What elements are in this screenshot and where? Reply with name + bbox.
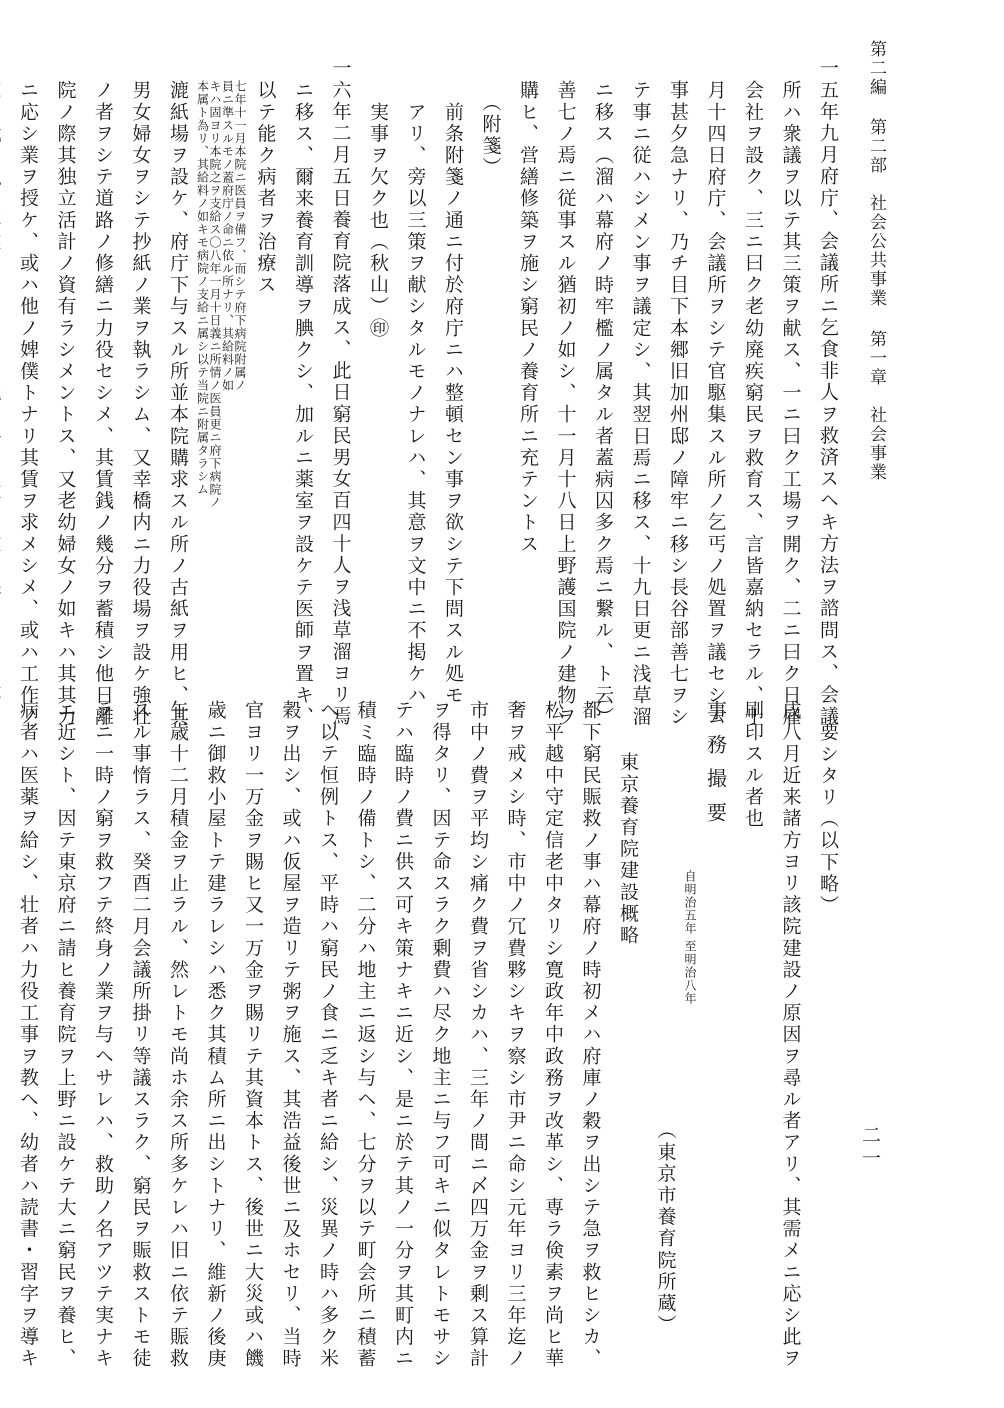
text-column: 市中ノ費ヲ平均シ痛ク費ヲ省シカハ、三年ノ間ニ〆四万金ヲ剰ス算計	[467, 700, 489, 1370]
text-column: ヲ得タリ、因テ命スラク剰費ハ尽ク地主ニ与フ可キニ似タレトモサシ	[429, 700, 452, 1370]
text-column	[0, 58, 9, 653]
annotation-column: 前条附箋ノ通ニ付於府庁ニハ整頓セン事ヲ欲シテ下問スル処モ	[442, 80, 464, 707]
note-line: 員ニ準スルモノ蓋府庁ノ命ニ依ル所ナリ、其給料ノ如	[220, 80, 235, 392]
date-range: 自明治五年 至明治八年	[683, 870, 697, 1005]
note-line: キハ固ヨリ本院之ヲ支給ス〇八年一月十日義ニ所情ノ医員更ニ府下病院ノ	[208, 80, 222, 509]
text-column: 奢ヲ戒メシ時、市中ノ冗費夥シキヲ察シ市尹ニ命シ元年ヨリ三年迄ノ	[504, 700, 527, 1370]
text-column: 月十四日府庁、会議所ヲシテ官駆集スル所ノ乞丐ノ処置ヲ議セシム	[704, 80, 727, 728]
text-column: 午歳十二月積金ヲ止ラル、然レトモ尚ホ余ス所多ケレハ旧ニ依テ賑救	[167, 700, 189, 1370]
text-column: ニ近シト、因テ東京府ニ請ヒ養育院ヲ上野ニ設ケテ大ニ窮民ヲ養ヒ、	[54, 700, 77, 1370]
text-column: テハ臨時ノ費ニ供ス可キ策ナキニ近シ、是ニ於テ其ノ一分ヲ其町内ニ	[392, 700, 414, 1370]
text-column: 都下窮民賑救ノ事ハ幕府ノ時初メハ府庫ノ穀ヲ出シテ急ヲ救ヒシカ、	[579, 700, 602, 1370]
note-line: 本属ト為リ、其給料ノ如キモ病院ノ支給ニ属シ以テ当院ニ附属タラシム	[195, 80, 210, 496]
text-column: 戌八月近来諸方ヨリ該院建設ノ原因ヲ尋ル者アリ、其需メニ応シ此ヲ	[779, 700, 802, 1370]
text-column: 事甚夕急ナリ、乃チ目下本郷旧加州邸ノ障牢ニ移シ長谷部善七ヲシ	[667, 80, 689, 728]
text-column: 刷印スル者也	[742, 700, 764, 830]
text-column: 歳ニ御救小屋トテ建ラレシハ悉ク其積ム所ニ出シトナリ、維新ノ後庚	[204, 700, 227, 1370]
text-column: 積ミ臨時ノ備トシ、二分ハ地主ニ返シ与ヘ、七分ヲ以テ町会所ニ積蓄	[354, 700, 377, 1370]
text-column: 一六年二月五日養育院落成ス、此日窮民男女百四十人ヲ浅草溜ヨリ焉	[329, 58, 352, 728]
text-column: 病者ハ医薬ヲ給シ、壮者ハ力役工事ヲ教ヘ、幼者ハ読書・習字ヲ導キ	[17, 700, 39, 1370]
text-column: 所ハ衆議ヲ以テ其三策ヲ献ス、一ニ曰ク工場ヲ開ク、二ニ曰ク日雇	[779, 80, 802, 728]
annotation-column: 実事ヲ欠ク也（秋山）㊞	[367, 80, 389, 340]
lower-text-block	[9, 700, 847, 1370]
text-column: ニ移ス、爾来養育訓導ヲ腆クシ、加ルニ薬室ヲ設ケテ医師ヲ置キ、	[292, 80, 314, 728]
header-section: 第二部 社会公共事業	[866, 118, 886, 309]
upper-text-block	[0, 58, 846, 728]
text-column: ラニ一時ノ窮ヲ救フテ終身ノ業ヲ与ヘサレハ、救助ノ名アツテ実ナキ	[92, 700, 114, 1370]
sub-heading: 東京養育院建設概略	[617, 752, 639, 947]
text-column: ニ移ス（溜ハ幕府ノ時牢檻ノ属タル者蓋病囚多ク焉ニ繋ル、ト云）	[592, 80, 614, 728]
text-column: 以テ能ク病者ヲ治療ス	[254, 80, 277, 296]
text-column: 官ヨリ一万金ヲ賜ヒ又一万金ヲ賜リテ其資本トス、後世ニ大災或ハ饑	[242, 700, 264, 1370]
text-column: テ事ニ従ハシメン事ヲ議定シ、其翌日焉ニ移ス、十九日更ニ浅草溜	[629, 80, 652, 728]
annotation-label: （附箋）	[479, 80, 502, 179]
text-column: 会社ヲ設ク、三ニ曰ク老幼廃疾窮民ヲ救育ス、言皆嘉納セラル、十	[742, 80, 764, 728]
text-column: 男女婦女ヲシテ抄紙ノ業ヲ執ラシム、又幸橋内ニ力役場ヲ設ケ強壮	[129, 80, 152, 728]
annotation-column: アリ、旁以三策ヲ献シタルモノナレハ、其意ヲ文中ニ不掲ケハ	[404, 80, 427, 707]
text-column: ノ者ヲシテ道路ノ修繕ニ力役セシメ、其賃銭ノ幾分ヲ蓄積シ他日離	[92, 80, 114, 728]
text-column: 要シタリ（以下略）	[817, 722, 839, 917]
header-chapter: 第一章 社会事業	[866, 329, 886, 482]
text-column: 漉紙場ヲ設ケ、府庁下与スル所並本院購求スル所ノ古紙ヲ用ヒ、其	[167, 80, 189, 728]
page-number: 二一	[859, 1125, 881, 1171]
text-column: 院ノ際其独立活計ノ資有ラシメントス、又老幼婦女ノ如キハ其其力	[54, 80, 77, 728]
header-part: 第二編	[866, 40, 886, 97]
source-note: （東京市養育院所蔵）	[654, 1120, 677, 1336]
text-column: ヘ以テ恒例トス、平時ハ窮民ノ食ニ乏キ者ニ給シ、災異ノ時ハ多ク米	[317, 700, 339, 1370]
text-column: 穀ヲ出シ、或ハ仮屋ヲ造リテ粥ヲ施ス、其浩益後世ニ及ホセリ、当時	[279, 700, 302, 1370]
note-line: 七年十一月本院ニ医員ヲ備フ、而シテ府下病院附属ノ	[233, 80, 247, 392]
section-heading: 事務撮要	[703, 700, 728, 836]
text-column: 一五年九月府庁、会議所ニ乞食非人ヲ救済スヘキ方法ヲ諮問ス、会議	[817, 58, 839, 728]
text-column: ニ応シ業ヲ授ケ、或ハ他ノ婢僕トナリ其賃ヲ求メシメ、或ハ工作ノ	[17, 80, 39, 728]
text-column: スル事惰ラス、癸酉二月会議所掛リ等議スラク、窮民ヲ賑救ストモ徒	[129, 700, 152, 1370]
running-header	[867, 40, 884, 640]
text-column: 松平越中守定信老中タリシ寛政年中政務ヲ改革シ、専ラ倹素ヲ尚ヒ華	[542, 700, 564, 1370]
text-column: 購ヒ、営繕修築ヲ施シ窮民ノ養育所ニ充テントス	[517, 80, 539, 556]
text-column: 善七ノ焉ニ従事スル猶初ノ如シ、十一月十八日上野護国院ノ建物ヲ	[554, 80, 577, 728]
